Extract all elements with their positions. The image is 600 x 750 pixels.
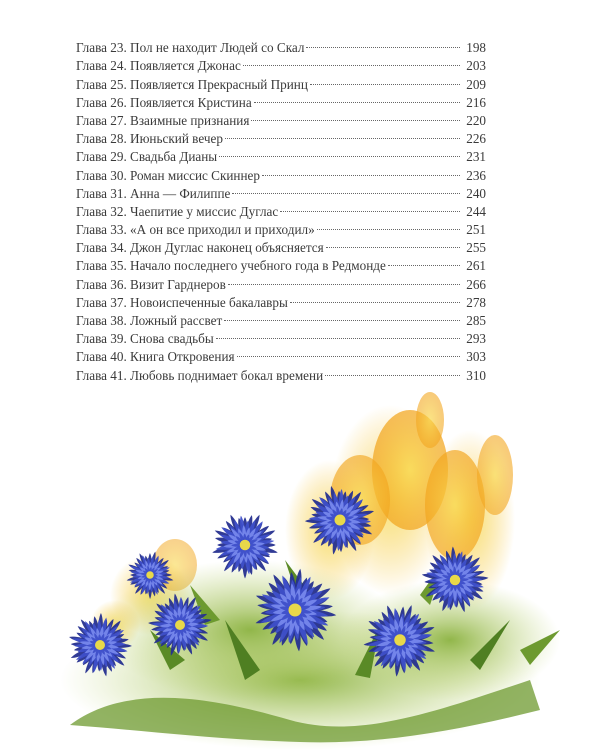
- toc-entry-title: Глава 29. Свадьба Дианы: [76, 149, 218, 165]
- toc-entry-page: 266: [466, 276, 486, 292]
- toc-leader-dots: [216, 325, 460, 343]
- toc-leader-dots: [280, 198, 460, 216]
- toc-entry-23[interactable]: [76, 34, 486, 56]
- toc-leader-dots: [228, 270, 460, 288]
- flower-illustration: [0, 380, 600, 750]
- toc-entry-title: Глава 34. Джон Дуглас наконец объясняется: [76, 240, 324, 256]
- toc-entry-title: Глава 32. Чаепитие у миссис Дуглас: [76, 203, 279, 219]
- toc-entry-page: 216: [466, 94, 486, 110]
- toc-entry-page: 198: [466, 40, 486, 56]
- toc-leader-dots: [232, 180, 460, 198]
- toc-entry-page: 209: [466, 76, 486, 92]
- toc-entry-title: Глава 25. Появляется Прекрасный Принц: [76, 76, 308, 92]
- toc-leader-dots: [388, 252, 460, 270]
- toc-entry-page: 251: [466, 222, 486, 238]
- table-of-contents: [76, 34, 486, 383]
- toc-entry-page: 226: [466, 131, 486, 147]
- toc-entry-page: 203: [466, 58, 486, 74]
- toc-leader-dots: [251, 107, 460, 125]
- toc-entry-page: 220: [466, 112, 486, 128]
- toc-entry-title: Глава 39. Снова свадьбы: [76, 331, 214, 347]
- toc-leader-dots: [262, 161, 460, 179]
- toc-entry-page: 244: [466, 203, 486, 219]
- toc-leader-dots: [237, 343, 460, 361]
- toc-entry-page: 303: [466, 349, 486, 365]
- toc-entry-title: Глава 36. Визит Гарднеров: [76, 276, 226, 292]
- toc-entry-page: 310: [466, 367, 486, 383]
- toc-entry-title: Глава 27. Взаимные признания: [76, 112, 250, 128]
- toc-entry-title: Глава 41. Любовь поднимает бокал времени: [76, 367, 324, 383]
- toc-entry-page: 236: [466, 167, 486, 183]
- toc-entry-title: Глава 33. «А он все приходил и приходил»: [76, 222, 315, 238]
- toc-entry-title: Глава 28. Июньский вечер: [76, 131, 223, 147]
- toc-entry-page: 285: [466, 313, 486, 328]
- toc-leader-dots: [325, 361, 460, 379]
- toc-entry-title: Глава 40. Книга Откровения: [76, 349, 235, 365]
- toc-leader-dots: [225, 125, 460, 143]
- toc-entry-page: 231: [466, 149, 486, 165]
- toc-leader-dots: [224, 307, 460, 325]
- toc-entry-page: 255: [466, 240, 486, 256]
- toc-entry-page: 261: [466, 258, 486, 274]
- toc-leader-dots: [290, 289, 460, 307]
- toc-entry-title: Глава 24. Появляется Джонас: [76, 58, 241, 74]
- toc-entry-title: Глава 37. Новоиспеченные бакалавры: [76, 294, 288, 310]
- toc-entry-page: 293: [466, 331, 486, 347]
- toc-entry-page: 278: [466, 294, 486, 310]
- toc-entry-title: Глава 30. Роман миссис Скиннер: [76, 167, 260, 183]
- toc-entry-title: Глава 31. Анна — Филиппе: [76, 185, 231, 201]
- toc-entry-page: 240: [466, 185, 486, 201]
- toc-leader-dots: [310, 70, 460, 88]
- toc-entry-title: Глава 23. Пол не находит Людей со Скал: [76, 40, 305, 56]
- toc-leader-dots: [306, 34, 460, 52]
- toc-leader-dots: [219, 143, 460, 161]
- toc-leader-dots: [254, 89, 460, 107]
- toc-entry-title: Глава 26. Появляется Кристина: [76, 94, 252, 110]
- toc-leader-dots: [326, 234, 460, 252]
- toc-entry-title: Глава 38. Ложный рассвет: [76, 313, 223, 328]
- toc-leader-dots: [317, 216, 460, 234]
- toc-entry-title: Глава 35. Начало последнего учебного года в Редмонде: [76, 258, 386, 274]
- toc-leader-dots: [243, 52, 460, 70]
